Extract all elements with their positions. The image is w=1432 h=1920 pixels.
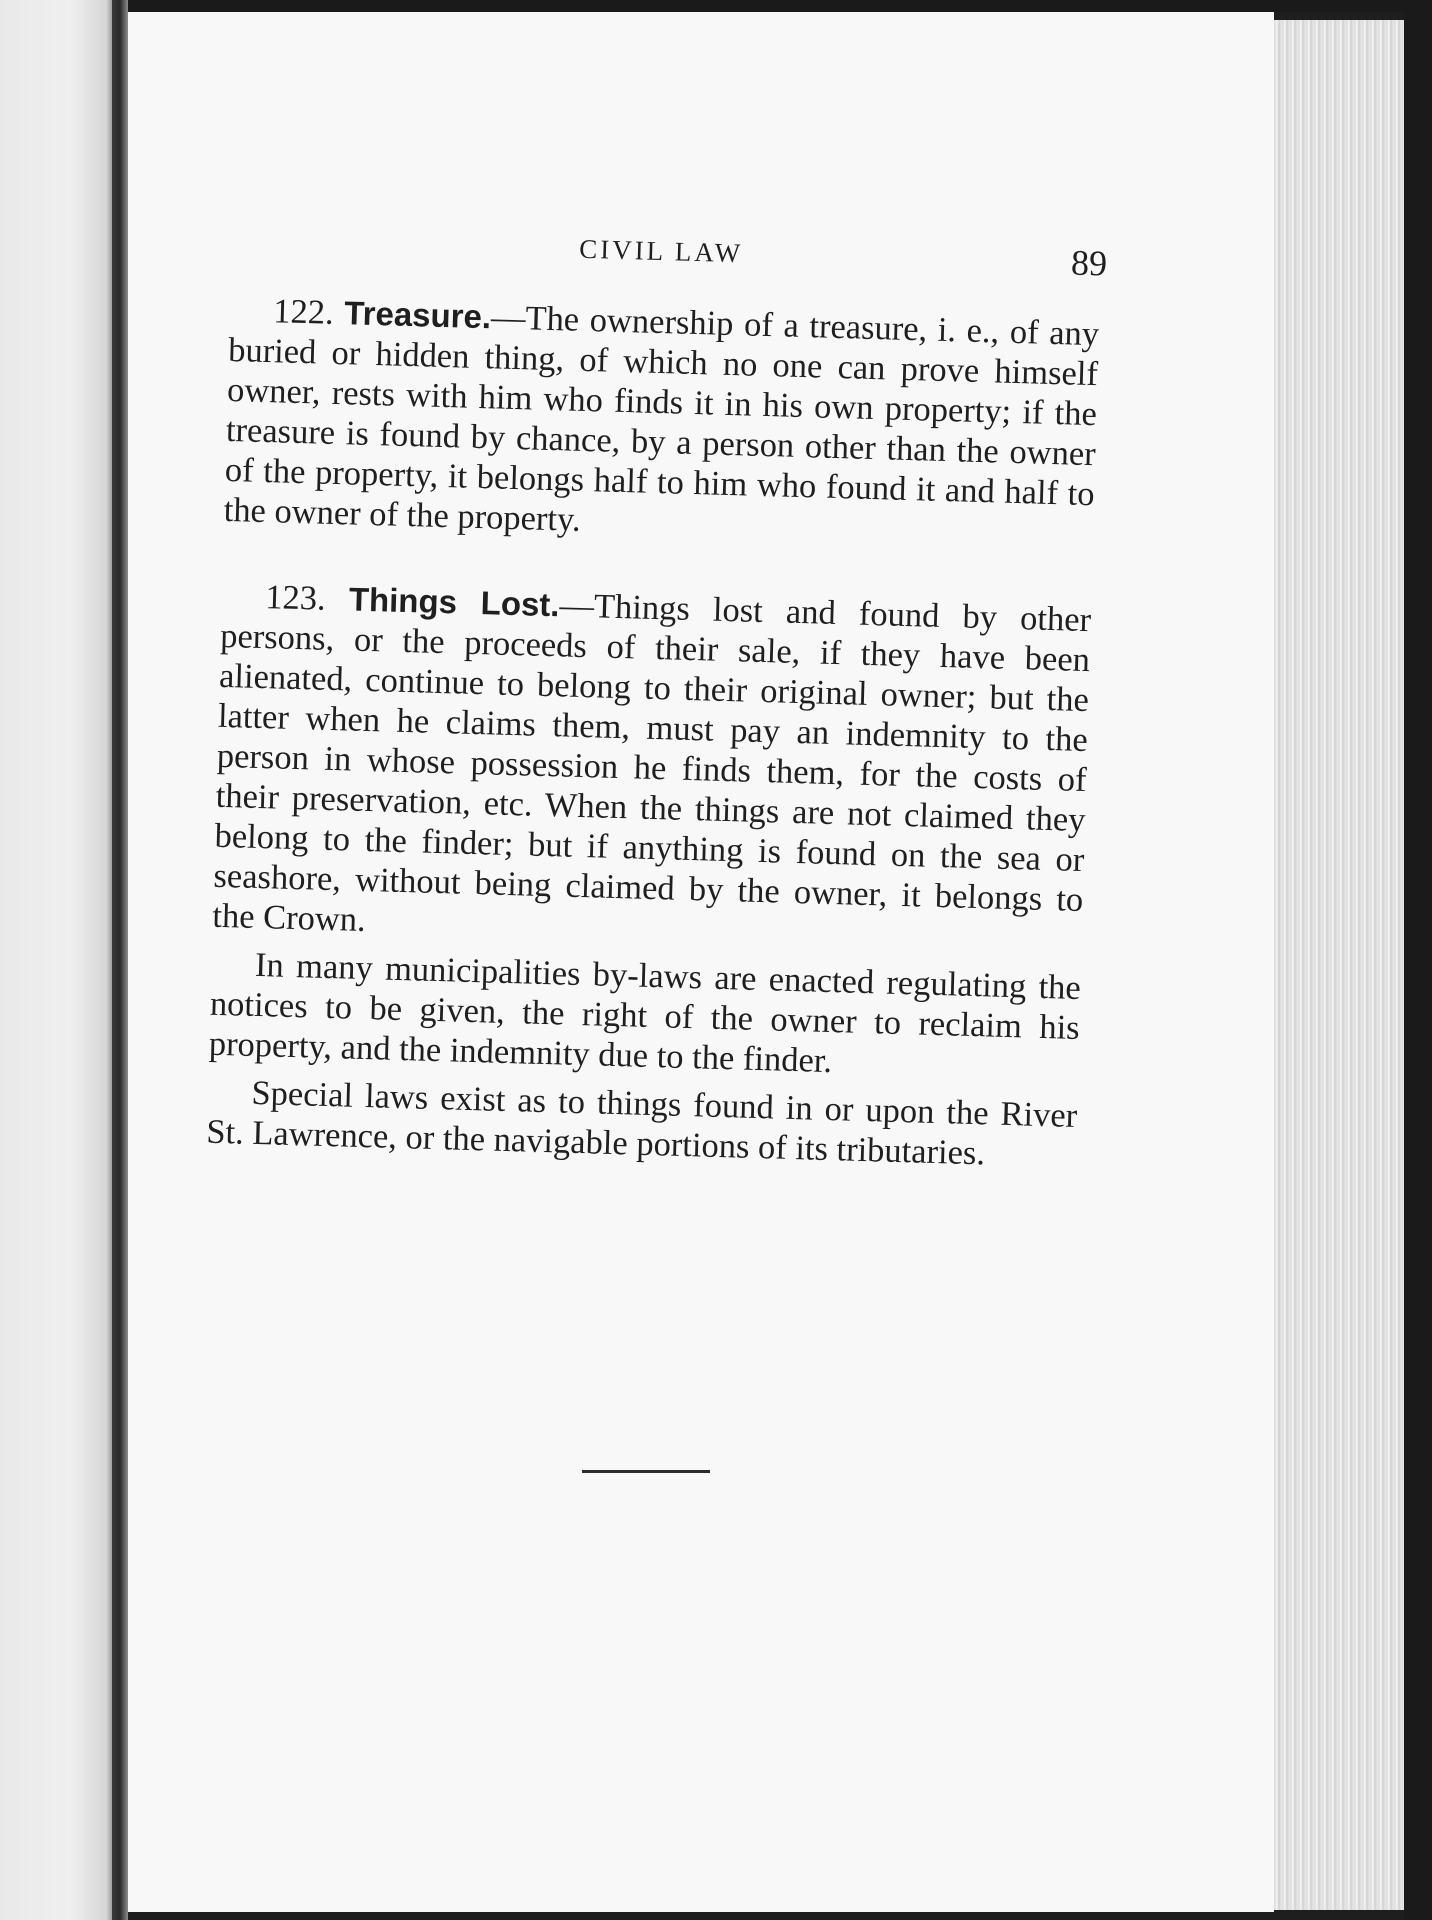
- page-text-block: [205, 216, 1108, 1176]
- section-treasure: [223, 290, 1099, 554]
- paragraph-special-laws: Special laws exist as to things found in or upon the River St. Lawrence, or the navigable portions of its tributaries.: [205, 1073, 1078, 1173]
- section-number: 122.: [272, 292, 335, 332]
- section-text: Things lost and found by other persons, or the proceeds of their sale, if they have been alienated, continue to belong to their original owner; but the latter when he claims them, must pay an indemnity to the person in whose possession he finds them, for the costs of their preservation, etc. When the things are not claimed they belong to the finder; but if anything is found on the sea or seashore, without being claimed by the owner, it belongs to the Crown.: [211, 587, 1092, 940]
- end-rule: [582, 1470, 710, 1473]
- section-things-lost: [212, 576, 1092, 960]
- section-text: The ownership of a treasure, i. e., of any buried or hidden thing, of which no one can prove himself owner, rests with him who finds it in his own property; if the treasure is found by chance, by a person other than the owner of the property, it belongs half to him who found it and half to the owner of the property.: [223, 299, 1100, 539]
- section-title: Things Lost.: [348, 580, 561, 624]
- section-number: 123.: [264, 578, 327, 618]
- facing-page-edge: [0, 0, 118, 1920]
- page-leaves-edge: [1274, 20, 1404, 1910]
- scan-top-border: [0, 0, 1432, 12]
- section-title: Treasure.: [343, 294, 492, 336]
- running-head-title: CIVIL LAW: [578, 233, 744, 269]
- section-dash: —: [490, 298, 527, 338]
- book-gutter: [112, 0, 128, 1920]
- page-number: 89: [1070, 242, 1108, 284]
- section-dash: —: [558, 586, 595, 626]
- scan-right-border: [1404, 0, 1432, 1920]
- paragraph-bylaws: In many municipalities by-laws are enacted regulating the notices to be given, the right of the owner to reclaim his property, and the indemnity due to the finder.: [208, 945, 1082, 1081]
